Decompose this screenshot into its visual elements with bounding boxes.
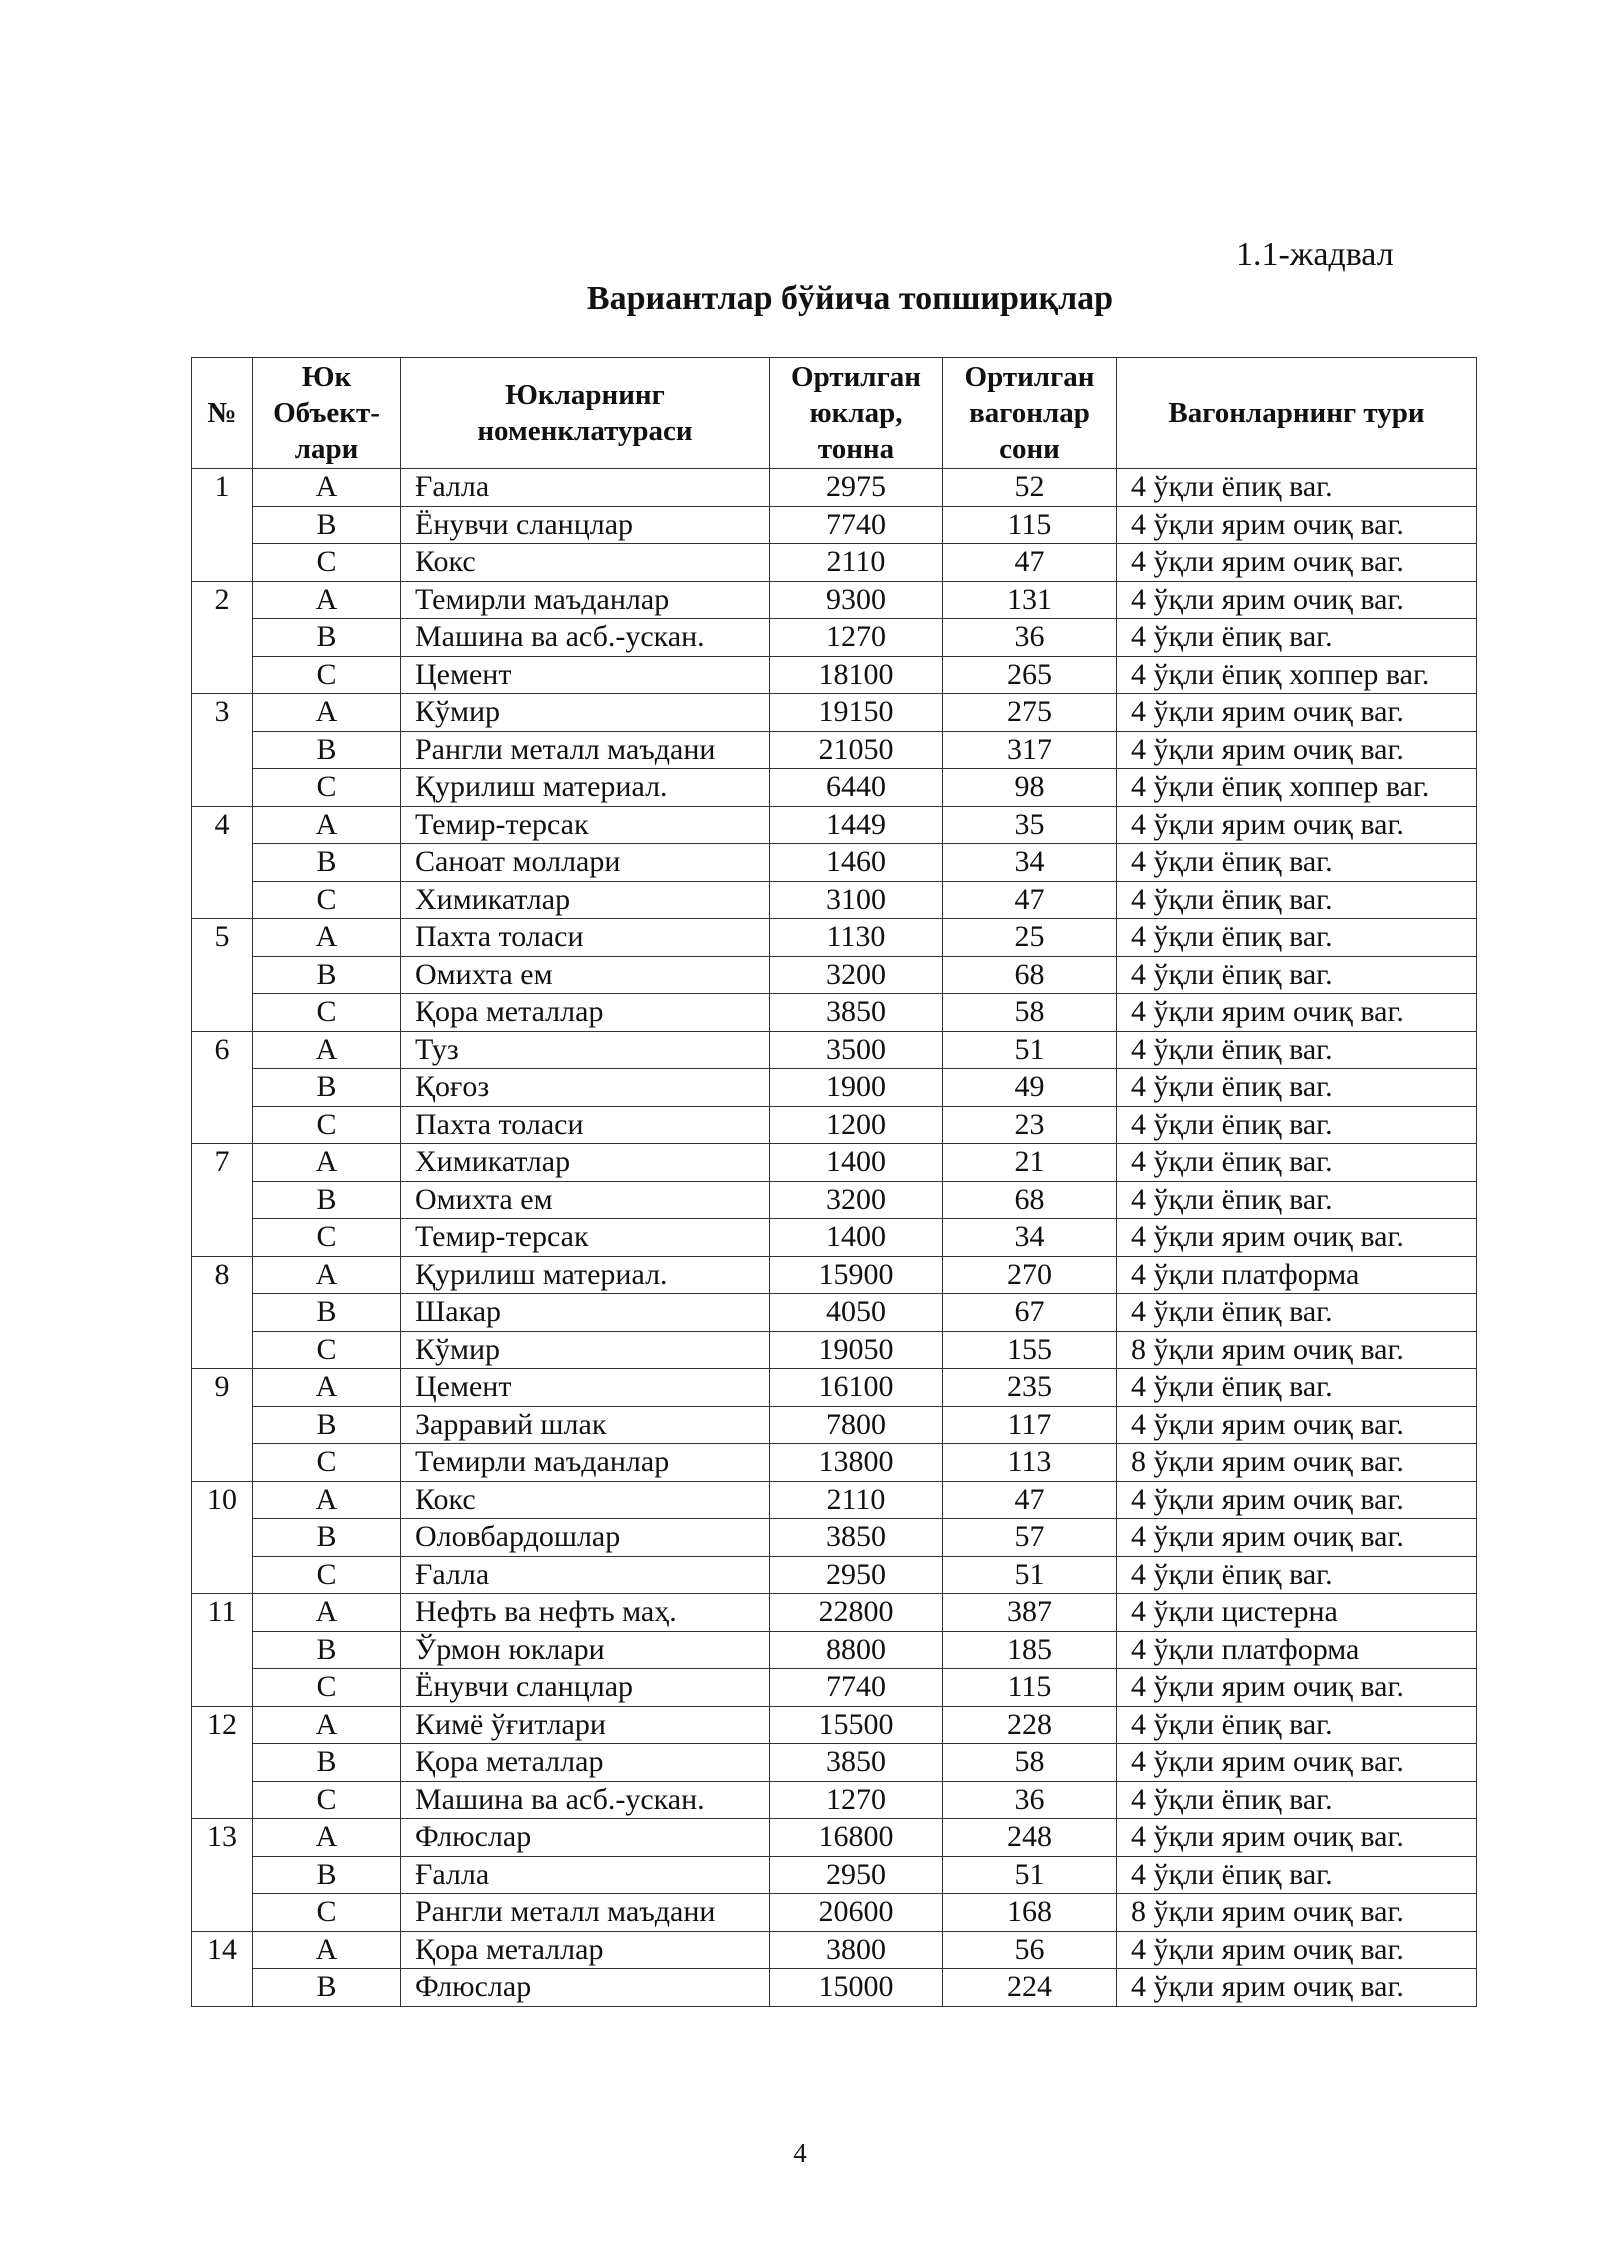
table-row — [192, 1144, 1477, 1182]
object-cell: B — [253, 1969, 401, 2007]
wagon-type-cell: 4 ўқли ёпиқ хоппер ваг. — [1117, 769, 1477, 807]
wagons-cell: 51 — [943, 1556, 1117, 1594]
table-number-label: 1.1-жадвал — [1236, 236, 1394, 273]
object-cell: A — [253, 1481, 401, 1519]
variant-number-cell: 3 — [192, 694, 253, 807]
object-cell: C — [253, 656, 401, 694]
wagons-cell: 155 — [943, 1331, 1117, 1369]
header-tons: Ортилган юклар, тонна — [770, 358, 943, 469]
wagons-cell: 47 — [943, 1481, 1117, 1519]
nomenclature-cell: Темир-терсак — [401, 806, 770, 844]
tons-cell: 7740 — [770, 506, 943, 544]
object-cell: A — [253, 469, 401, 507]
object-cell: B — [253, 1856, 401, 1894]
table-row — [192, 469, 1477, 507]
table-row — [192, 1781, 1477, 1819]
wagon-type-cell: 4 ўқли ярим очиқ ваг. — [1117, 1931, 1477, 1969]
table-row — [192, 1669, 1477, 1707]
table-row — [192, 1369, 1477, 1407]
nomenclature-cell: Қора металлар — [401, 1931, 770, 1969]
nomenclature-cell: Қора металлар — [401, 1744, 770, 1782]
object-cell: B — [253, 1069, 401, 1107]
wagon-type-cell: 4 ўқли платформа — [1117, 1631, 1477, 1669]
tons-cell: 2950 — [770, 1856, 943, 1894]
header-wagons: Ортилган вагонлар сони — [943, 358, 1117, 469]
tons-cell: 8800 — [770, 1631, 943, 1669]
wagon-type-cell: 4 ўқли ёпиқ ваг. — [1117, 1369, 1477, 1407]
table-row — [192, 731, 1477, 769]
variant-number-cell: 6 — [192, 1031, 253, 1144]
nomenclature-cell: Кўмир — [401, 1331, 770, 1369]
table-row — [192, 544, 1477, 582]
variant-number-cell: 13 — [192, 1819, 253, 1932]
wagons-cell: 117 — [943, 1406, 1117, 1444]
wagons-cell: 25 — [943, 919, 1117, 957]
wagon-type-cell: 4 ўқли цистерна — [1117, 1594, 1477, 1632]
wagon-type-cell: 4 ўқли ёпиқ ваг. — [1117, 1106, 1477, 1144]
tons-cell: 20600 — [770, 1894, 943, 1932]
tons-cell: 19050 — [770, 1331, 943, 1369]
wagons-cell: 58 — [943, 1744, 1117, 1782]
tons-cell: 16100 — [770, 1369, 943, 1407]
nomenclature-cell: Зарравий шлак — [401, 1406, 770, 1444]
object-cell: B — [253, 506, 401, 544]
wagon-type-cell: 4 ўқли ёпиқ ваг. — [1117, 1181, 1477, 1219]
table-header-row — [192, 358, 1477, 469]
wagons-cell: 52 — [943, 469, 1117, 507]
object-cell: B — [253, 844, 401, 882]
tons-cell: 4050 — [770, 1294, 943, 1332]
nomenclature-cell: Темир-терсак — [401, 1219, 770, 1257]
nomenclature-cell: Қора металлар — [401, 994, 770, 1032]
wagons-cell: 270 — [943, 1256, 1117, 1294]
wagon-type-cell: 4 ўқли ярим очиқ ваг. — [1117, 1969, 1477, 2007]
tons-cell: 1460 — [770, 844, 943, 882]
header-num: № — [192, 358, 253, 469]
object-cell: A — [253, 1594, 401, 1632]
object-cell: B — [253, 1294, 401, 1332]
nomenclature-cell: Машина ва асб.-ускан. — [401, 619, 770, 657]
table-row — [192, 619, 1477, 657]
header-wagon-type: Вагонларнинг тури — [1117, 358, 1477, 469]
nomenclature-cell: Машина ва асб.-ускан. — [401, 1781, 770, 1819]
wagons-cell: 115 — [943, 506, 1117, 544]
wagons-cell: 21 — [943, 1144, 1117, 1182]
tons-cell: 3500 — [770, 1031, 943, 1069]
object-cell: B — [253, 619, 401, 657]
wagon-type-cell: 4 ўқли ярим очиқ ваг. — [1117, 1406, 1477, 1444]
header-nomenclature: Юкларнинг номенклатураси — [401, 358, 770, 469]
object-cell: A — [253, 1031, 401, 1069]
tons-cell: 3100 — [770, 881, 943, 919]
tons-cell: 3850 — [770, 1744, 943, 1782]
nomenclature-cell: Кокс — [401, 1481, 770, 1519]
table-row — [192, 769, 1477, 807]
wagon-type-cell: 4 ўқли ярим очиқ ваг. — [1117, 731, 1477, 769]
tons-cell: 1400 — [770, 1144, 943, 1182]
wagons-cell: 23 — [943, 1106, 1117, 1144]
object-cell: A — [253, 1369, 401, 1407]
wagon-type-cell: 4 ўқли ёпиқ ваг. — [1117, 1556, 1477, 1594]
object-cell: C — [253, 1106, 401, 1144]
tons-cell: 2950 — [770, 1556, 943, 1594]
object-cell: C — [253, 881, 401, 919]
tons-cell: 16800 — [770, 1819, 943, 1857]
nomenclature-cell: Флюслар — [401, 1969, 770, 2007]
object-cell: A — [253, 1706, 401, 1744]
nomenclature-cell: Қоғоз — [401, 1069, 770, 1107]
nomenclature-cell: Кокс — [401, 544, 770, 582]
tons-cell: 6440 — [770, 769, 943, 807]
wagons-cell: 68 — [943, 1181, 1117, 1219]
wagon-type-cell: 4 ўқли ёпиқ ваг. — [1117, 1781, 1477, 1819]
table-row — [192, 1819, 1477, 1857]
object-cell: C — [253, 1894, 401, 1932]
wagon-type-cell: 4 ўқли ярим очиқ ваг. — [1117, 1219, 1477, 1257]
wagons-cell: 56 — [943, 1931, 1117, 1969]
wagons-cell: 49 — [943, 1069, 1117, 1107]
wagons-cell: 131 — [943, 581, 1117, 619]
wagon-type-cell: 4 ўқли ярим очиқ ваг. — [1117, 1819, 1477, 1857]
variant-number-cell: 12 — [192, 1706, 253, 1819]
table-row — [192, 1744, 1477, 1782]
wagon-type-cell: 4 ўқли ёпиқ ваг. — [1117, 469, 1477, 507]
variant-number-cell: 10 — [192, 1481, 253, 1594]
wagon-type-cell: 4 ўқли ёпиқ ваг. — [1117, 956, 1477, 994]
wagon-type-cell: 4 ўқли ярим очиқ ваг. — [1117, 994, 1477, 1032]
wagons-cell: 185 — [943, 1631, 1117, 1669]
table-row — [192, 956, 1477, 994]
wagon-type-cell: 8 ўқли ярим очиқ ваг. — [1117, 1331, 1477, 1369]
wagon-type-cell: 4 ўқли ёпиқ хоппер ваг. — [1117, 656, 1477, 694]
object-cell: B — [253, 1406, 401, 1444]
wagons-cell: 57 — [943, 1519, 1117, 1557]
tons-cell: 2110 — [770, 544, 943, 582]
table-row — [192, 1894, 1477, 1932]
nomenclature-cell: Оловбардошлар — [401, 1519, 770, 1557]
object-cell: A — [253, 581, 401, 619]
tons-cell: 15900 — [770, 1256, 943, 1294]
table-row — [192, 1219, 1477, 1257]
tons-cell: 9300 — [770, 581, 943, 619]
tons-cell: 18100 — [770, 656, 943, 694]
wagons-cell: 51 — [943, 1031, 1117, 1069]
object-cell: C — [253, 769, 401, 807]
nomenclature-cell: Кимё ўғитлари — [401, 1706, 770, 1744]
variant-number-cell: 9 — [192, 1369, 253, 1482]
wagon-type-cell: 4 ўқли ярим очиқ ваг. — [1117, 806, 1477, 844]
wagons-cell: 275 — [943, 694, 1117, 732]
table-row — [192, 1294, 1477, 1332]
wagons-cell: 113 — [943, 1444, 1117, 1482]
object-cell: C — [253, 1556, 401, 1594]
nomenclature-cell: Ёнувчи сланцлар — [401, 506, 770, 544]
table-row — [192, 881, 1477, 919]
nomenclature-cell: Цемент — [401, 656, 770, 694]
table-row — [192, 1406, 1477, 1444]
wagon-type-cell: 4 ўқли ёпиқ ваг. — [1117, 1294, 1477, 1332]
nomenclature-cell: Кўмир — [401, 694, 770, 732]
wagon-type-cell: 4 ўқли ёпиқ ваг. — [1117, 881, 1477, 919]
wagons-cell: 58 — [943, 994, 1117, 1032]
variant-number-cell: 1 — [192, 469, 253, 582]
object-cell: C — [253, 994, 401, 1032]
table-row — [192, 1594, 1477, 1632]
wagon-type-cell: 4 ўқли ёпиқ ваг. — [1117, 844, 1477, 882]
nomenclature-cell: Нефть ва нефть маҳ. — [401, 1594, 770, 1632]
wagons-cell: 98 — [943, 769, 1117, 807]
wagon-type-cell: 4 ўқли ёпиқ ваг. — [1117, 919, 1477, 957]
nomenclature-cell: Рангли металл маъдани — [401, 1894, 770, 1932]
nomenclature-cell: Темирли маъданлар — [401, 1444, 770, 1482]
table-row — [192, 1256, 1477, 1294]
wagons-cell: 47 — [943, 881, 1117, 919]
nomenclature-cell: Ғалла — [401, 1856, 770, 1894]
object-cell: B — [253, 956, 401, 994]
tons-cell: 13800 — [770, 1444, 943, 1482]
wagon-type-cell: 4 ўқли ёпиқ ваг. — [1117, 1856, 1477, 1894]
object-cell: B — [253, 1519, 401, 1557]
variant-number-cell: 14 — [192, 1931, 253, 2006]
variant-number-cell: 5 — [192, 919, 253, 1032]
wagon-type-cell: 4 ўқли ярим очиқ ваг. — [1117, 1744, 1477, 1782]
object-cell: A — [253, 1819, 401, 1857]
nomenclature-cell: Қурилиш материал. — [401, 769, 770, 807]
wagons-cell: 34 — [943, 844, 1117, 882]
table-row — [192, 694, 1477, 732]
tons-cell: 3200 — [770, 956, 943, 994]
tons-cell: 1130 — [770, 919, 943, 957]
wagons-cell: 387 — [943, 1594, 1117, 1632]
object-cell: A — [253, 919, 401, 957]
variants-table — [191, 357, 1477, 2007]
table-row — [192, 919, 1477, 957]
wagon-type-cell: 4 ўқли ярим очиқ ваг. — [1117, 581, 1477, 619]
nomenclature-cell: Ўрмон юклари — [401, 1631, 770, 1669]
nomenclature-cell: Флюслар — [401, 1819, 770, 1857]
wagons-cell: 228 — [943, 1706, 1117, 1744]
nomenclature-cell: Шакар — [401, 1294, 770, 1332]
tons-cell: 2110 — [770, 1481, 943, 1519]
tons-cell: 3200 — [770, 1181, 943, 1219]
table-row — [192, 1069, 1477, 1107]
wagons-cell: 115 — [943, 1669, 1117, 1707]
table-row — [192, 1706, 1477, 1744]
page-number: 4 — [793, 2138, 807, 2168]
tons-cell: 15500 — [770, 1706, 943, 1744]
object-cell: B — [253, 731, 401, 769]
tons-cell: 1900 — [770, 1069, 943, 1107]
table-row — [192, 1969, 1477, 2007]
nomenclature-cell: Пахта толаси — [401, 919, 770, 957]
table-row — [192, 1181, 1477, 1219]
nomenclature-cell: Ёнувчи сланцлар — [401, 1669, 770, 1707]
table-row — [192, 1631, 1477, 1669]
object-cell: C — [253, 544, 401, 582]
wagons-cell: 265 — [943, 656, 1117, 694]
wagon-type-cell: 8 ўқли ярим очиқ ваг. — [1117, 1444, 1477, 1482]
page-title: Вариантлар бўйича топшириқлар — [586, 280, 1114, 317]
variant-number-cell: 2 — [192, 581, 253, 694]
wagon-type-cell: 4 ўқли ярим очиқ ваг. — [1117, 1669, 1477, 1707]
wagon-type-cell: 4 ўқли ярим очиқ ваг. — [1117, 506, 1477, 544]
tons-cell: 1200 — [770, 1106, 943, 1144]
wagon-type-cell: 4 ўқли ёпиқ ваг. — [1117, 1031, 1477, 1069]
object-cell: A — [253, 1144, 401, 1182]
table-row — [192, 1481, 1477, 1519]
tons-cell: 1270 — [770, 1781, 943, 1819]
header-object: Юк Объект-лари — [253, 358, 401, 469]
object-cell: B — [253, 1631, 401, 1669]
table-body — [192, 469, 1477, 2007]
table-row — [192, 1106, 1477, 1144]
wagons-cell: 47 — [943, 544, 1117, 582]
wagon-type-cell: 8 ўқли ярим очиқ ваг. — [1117, 1894, 1477, 1932]
object-cell: C — [253, 1219, 401, 1257]
table-row — [192, 994, 1477, 1032]
wagons-cell: 34 — [943, 1219, 1117, 1257]
table-row — [192, 506, 1477, 544]
variant-number-cell: 7 — [192, 1144, 253, 1257]
variant-number-cell: 8 — [192, 1256, 253, 1369]
wagon-type-cell: 4 ўқли ярим очиқ ваг. — [1117, 1481, 1477, 1519]
nomenclature-cell: Омихта ем — [401, 1181, 770, 1219]
nomenclature-cell: Ғалла — [401, 469, 770, 507]
wagon-type-cell: 4 ўқли ярим очиқ ваг. — [1117, 1519, 1477, 1557]
object-cell: B — [253, 1181, 401, 1219]
nomenclature-cell: Қурилиш материал. — [401, 1256, 770, 1294]
object-cell: C — [253, 1781, 401, 1819]
wagon-type-cell: 4 ўқли ярим очиқ ваг. — [1117, 544, 1477, 582]
wagon-type-cell: 4 ўқли ёпиқ ваг. — [1117, 619, 1477, 657]
table-row — [192, 806, 1477, 844]
wagons-cell: 235 — [943, 1369, 1117, 1407]
nomenclature-cell: Омихта ем — [401, 956, 770, 994]
object-cell: C — [253, 1669, 401, 1707]
tons-cell: 7800 — [770, 1406, 943, 1444]
wagon-type-cell: 4 ўқли ёпиқ ваг. — [1117, 1706, 1477, 1744]
wagons-cell: 35 — [943, 806, 1117, 844]
table-row — [192, 1556, 1477, 1594]
wagon-type-cell: 4 ўқли ёпиқ ваг. — [1117, 1069, 1477, 1107]
tons-cell: 3800 — [770, 1931, 943, 1969]
wagon-type-cell: 4 ўқли ёпиқ ваг. — [1117, 1144, 1477, 1182]
table-row — [192, 1519, 1477, 1557]
tons-cell: 1449 — [770, 806, 943, 844]
wagon-type-cell: 4 ўқли ярим очиқ ваг. — [1117, 694, 1477, 732]
object-cell: B — [253, 1744, 401, 1782]
nomenclature-cell: Саноат моллари — [401, 844, 770, 882]
tons-cell: 1400 — [770, 1219, 943, 1257]
wagons-cell: 36 — [943, 1781, 1117, 1819]
object-cell: A — [253, 1931, 401, 1969]
wagons-cell: 51 — [943, 1856, 1117, 1894]
table-row — [192, 1931, 1477, 1969]
wagons-cell: 317 — [943, 731, 1117, 769]
tons-cell: 2975 — [770, 469, 943, 507]
object-cell: A — [253, 694, 401, 732]
variant-number-cell: 11 — [192, 1594, 253, 1707]
wagons-cell: 248 — [943, 1819, 1117, 1857]
wagons-cell: 67 — [943, 1294, 1117, 1332]
tons-cell: 3850 — [770, 994, 943, 1032]
wagons-cell: 224 — [943, 1969, 1117, 2007]
tons-cell: 21050 — [770, 731, 943, 769]
wagons-cell: 68 — [943, 956, 1117, 994]
object-cell: A — [253, 1256, 401, 1294]
tons-cell: 3850 — [770, 1519, 943, 1557]
nomenclature-cell: Туз — [401, 1031, 770, 1069]
tons-cell: 1270 — [770, 619, 943, 657]
wagons-cell: 168 — [943, 1894, 1117, 1932]
nomenclature-cell: Цемент — [401, 1369, 770, 1407]
table-row — [192, 844, 1477, 882]
table-row — [192, 656, 1477, 694]
nomenclature-cell: Пахта толаси — [401, 1106, 770, 1144]
tons-cell: 22800 — [770, 1594, 943, 1632]
nomenclature-cell: Ғалла — [401, 1556, 770, 1594]
object-cell: C — [253, 1331, 401, 1369]
table-row — [192, 1444, 1477, 1482]
wagon-type-cell: 4 ўқли платформа — [1117, 1256, 1477, 1294]
variant-number-cell: 4 — [192, 806, 253, 919]
wagons-cell: 36 — [943, 619, 1117, 657]
nomenclature-cell: Химикатлар — [401, 1144, 770, 1182]
tons-cell: 15000 — [770, 1969, 943, 2007]
nomenclature-cell: Рангли металл маъдани — [401, 731, 770, 769]
tons-cell: 19150 — [770, 694, 943, 732]
object-cell: A — [253, 806, 401, 844]
tons-cell: 7740 — [770, 1669, 943, 1707]
nomenclature-cell: Химикатлар — [401, 881, 770, 919]
table-row — [192, 581, 1477, 619]
table-row — [192, 1856, 1477, 1894]
table-row — [192, 1331, 1477, 1369]
table-row — [192, 1031, 1477, 1069]
nomenclature-cell: Темирли маъданлар — [401, 581, 770, 619]
object-cell: C — [253, 1444, 401, 1482]
